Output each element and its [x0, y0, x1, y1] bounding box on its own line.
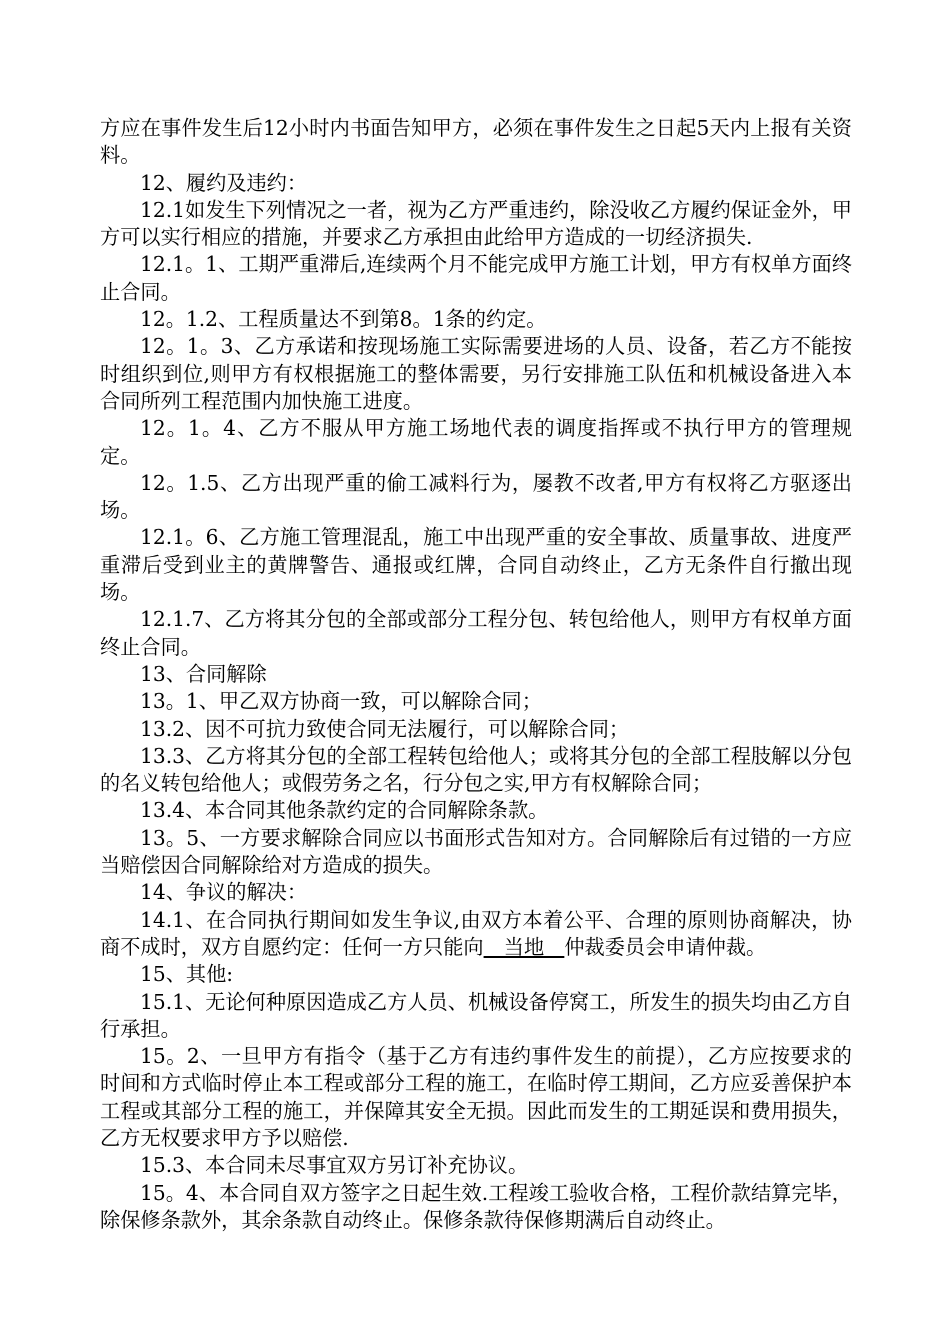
section-heading-15: 15、其他:: [140, 962, 234, 987]
clause-12-1: 12.1如发生下列情况之一者，视为乙方严重违约，除没收乙方履约保证金外，甲方可以实行相应的措施，并要求乙方承担由此给甲方造成的一切经济损失.: [100, 197, 852, 250]
clause-13-3: 13.3、乙方将其分包的全部工程转包给他人；或将其分包的全部工程肢解以分包的名义转包给他人；或假劳务之名，行分包之实,甲方有权解除合同；: [100, 743, 852, 796]
clause-13-5: 13。5、一方要求解除合同应以书面形式告知对方。合同解除后有过错的一方应当赔偿因合同解除给对方造成的损失。: [100, 825, 852, 878]
clause-13-4: 13.4、本合同其他条款约定的合同解除条款。: [140, 798, 549, 823]
clause-12-1-1: 12.1。1、工期严重滞后,连续两个月不能完成甲方施工计划，甲方有权单方面终止合同。: [100, 252, 852, 304]
clause-14-1-text-before: 14.1、在合同执行期间如发生争议,由双方本着公平、合理的原则协商解决，协商不成时，双方自愿约定：任何一方只能向: [100, 907, 852, 959]
clause-12-1-5: 12。1.5、乙方出现严重的偷工减料行为，屡教不改者,甲方有权将乙方驱逐出场。: [100, 470, 852, 523]
clause-15-1: 15.1、无论何种原因造成乙方人员、机械设备停窝工，所发生的损失均由乙方自行承担。: [100, 989, 852, 1041]
clause-12-1-6: 12.1。6、乙方施工管理混乱，施工中出现严重的安全事故、质量事故、进度严重滞后受到业主的黄牌警告、通报或红牌，合同自动终止，乙方无条件自行撤出现场。: [100, 525, 852, 605]
clause-13-1: 13。1、甲乙双方协商一致，可以解除合同；: [140, 689, 542, 714]
document-body: [100, 115, 852, 1234]
clause-12-1-7: 12.1.7、乙方将其分包的全部或部分工程分包、转包给他人，则甲方有权单方面终止合同。: [100, 607, 852, 659]
clause-14-1: [100, 907, 852, 962]
clause-14-1-text-after: 仲裁委员会申请仲裁。: [564, 934, 767, 959]
clause-15-4: 15。4、本合同自双方签字之日起生效.工程竣工验收合格，工程价款结算完毕，除保修条款外，其余条款自动终止。保修条款待保修期满后自动终止。: [100, 1180, 852, 1232]
paragraph-continuation: 方应在事件发生后12小时内书面告知甲方，必须在事件发生之日起5天内上报有关资料。: [100, 116, 852, 168]
section-heading-14: 14、争议的解决：: [140, 880, 308, 905]
clause-13-2: 13.2、因不可抗力致使合同无法履行，可以解除合同；: [140, 716, 630, 741]
clause-12-1-3: 12。1。3、乙方承诺和按现场施工实际需要进场的人员、设备，若乙方不能按时组织到位,则甲方有权根据施工的整体需要，另行安排施工队伍和机械设备进入本合同所列工程范围内加快施工进度。: [100, 334, 852, 413]
clause-15-3: 15.3、本合同未尽事宜双方另订补充协议。: [140, 1153, 529, 1178]
section-heading-12: 12、履约及违约：: [140, 170, 308, 195]
clause-15-2: 15。2、一旦甲方有指令（基于乙方有违约事件发生的前提），乙方应按要求的时间和方式临时停止本工程或部分工程的施工，在临时停工期间，乙方应妥善保护本工程或其部分工程的施工，并保障其安全无损。因此而发生的工期延误和费用损失，乙方无权要求甲方予以赔偿.: [100, 1044, 852, 1150]
arbitration-location-blank: 当地: [483, 934, 565, 959]
clause-12-1-4: 12。1。4、乙方不服从甲方施工场地代表的调度指挥或不执行甲方的管理规定。: [100, 416, 852, 468]
section-heading-13: 13、合同解除: [140, 661, 267, 686]
clause-12-1-2: 12。1.2、工程质量达不到第8。1条的约定。: [140, 307, 547, 332]
